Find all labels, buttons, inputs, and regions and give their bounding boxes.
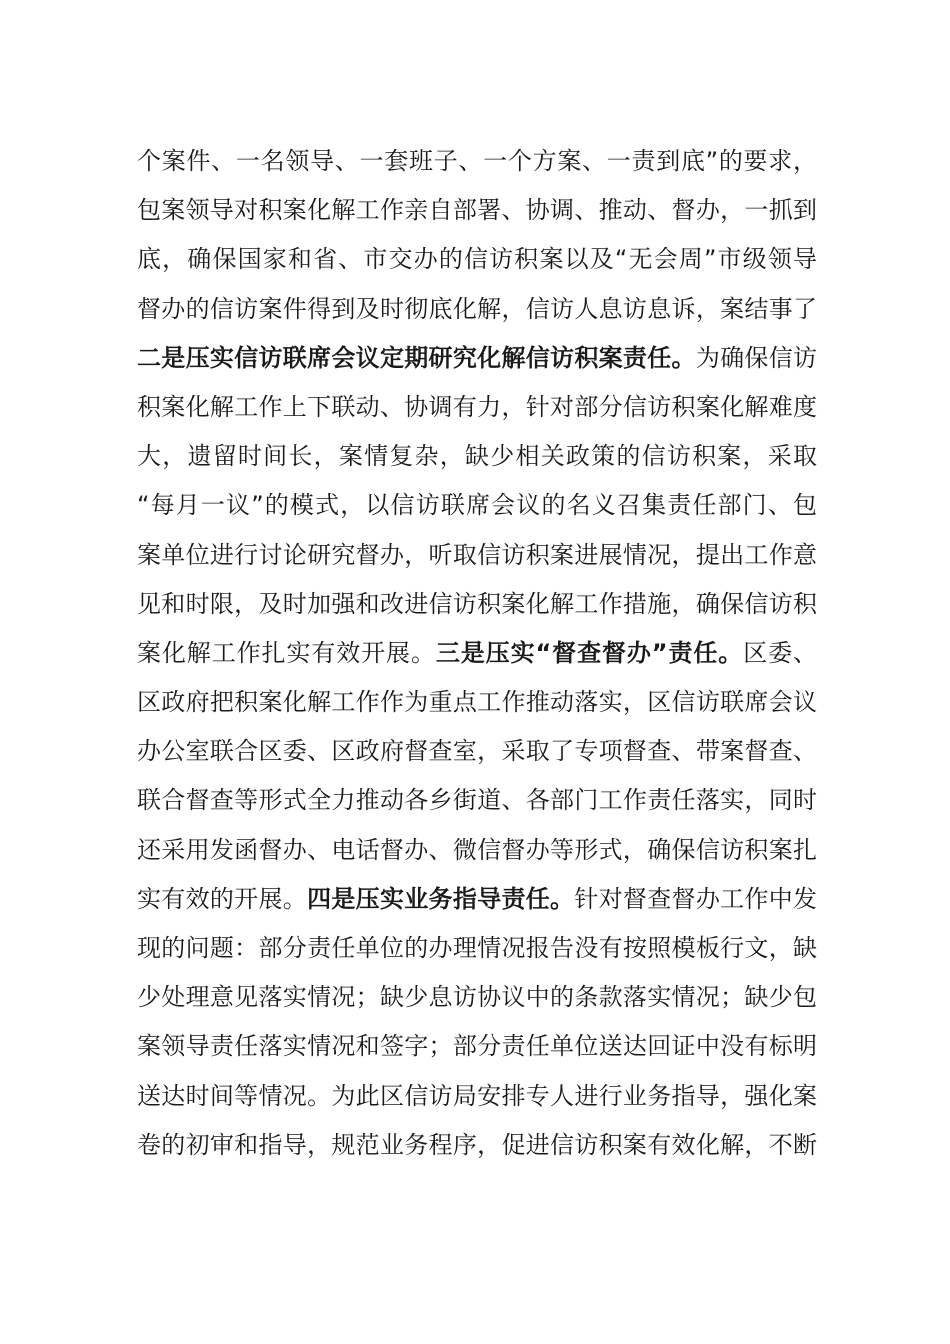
text-line (137, 875, 817, 924)
paragraph-text: 见和时限，及时加强和改进信访积案化解工作措施，确保信访积 (137, 589, 817, 618)
paragraph-text: 办公室联合区委、区政府督查室，采取了专项督查、带案督查、 (137, 737, 817, 766)
text-line (137, 776, 817, 825)
text-line (137, 531, 817, 580)
text-line (137, 973, 817, 1022)
paragraph-text: 区委、 (743, 638, 818, 667)
text-line (137, 1121, 817, 1170)
paragraph-text: 底，确保国家和省、市交办的信访积案以及“无会周”市级领导 (137, 245, 817, 274)
text-line (137, 1072, 817, 1121)
paragraph-text: 案单位进行讨论研究督办，听取信访积案进展情况，提出工作意 (137, 540, 817, 569)
text-line (137, 580, 817, 629)
paragraph-text: 送达时间等情况。为此区信访局安排专人进行业务指导，强化案 (137, 1081, 817, 1110)
text-line (137, 186, 817, 235)
paragraph-text: 少处理意见落实情况；缺少息访协议中的条款落实情况；缺少包 (137, 983, 817, 1012)
bold-heading-text: 三是压实“督查督办”责任。 (435, 638, 744, 667)
text-line (137, 285, 817, 334)
paragraph-text: 包案领导对积案化解工作亲自部署、协调、推动、督办，一抓到 (137, 196, 817, 225)
paragraph-text: 督办的信访案件得到及时彻底化解，信访人息访息诉，案结事了 (137, 294, 817, 323)
text-line (137, 629, 817, 678)
text-line (137, 481, 817, 530)
paragraph-text: 还采用发函督办、电话督办、微信督办等形式，确保信访积案扎 (137, 835, 817, 864)
body-text (137, 137, 817, 1170)
text-line (137, 334, 817, 383)
text-line (137, 137, 817, 186)
paragraph-text: 实有效的开展。 (137, 884, 308, 913)
text-line (137, 1022, 817, 1071)
paragraph-text: 积案化解工作上下联动、协调有力，针对部分信访积案化解难度 (137, 392, 817, 421)
paragraph-text: 联合督查等形式全力推动各乡街道、各部门工作责任落实，同时 (137, 786, 817, 815)
paragraph-text: 案化解工作扎实有效开展。 (137, 638, 436, 667)
text-line (137, 826, 817, 875)
paragraph-text: “每月一议”的模式，以信访联席会议的名义召集责任部门、包 (137, 491, 817, 520)
paragraph-text: 现的问题：部分责任单位的办理情况报告没有按照模板行文，缺 (137, 934, 817, 962)
text-line (137, 727, 817, 776)
bold-heading-text: 二是压实信访联席会议定期研究化解信访积案责任。 (137, 343, 696, 372)
text-line (137, 432, 817, 481)
paragraph-text: 卷的初审和指导，规范业务程序，促进信访积案有效化解，不断 (137, 1130, 817, 1159)
paragraph-text: 大，遗留时间长，案情复杂，缺少相关政策的信访积案，采取 (137, 442, 817, 471)
text-line (137, 235, 817, 284)
text-line (137, 924, 817, 973)
text-line (137, 383, 817, 432)
text-line (137, 678, 817, 727)
paragraph-text: 个案件、一名领导、一套班子、一个方案、一责到底”的要求， (137, 147, 817, 175)
bold-heading-text: 四是压实业务指导责任。 (307, 884, 575, 913)
paragraph-text: 针对督查督办工作中发 (574, 884, 818, 913)
paragraph-text: 为确保信访 (695, 343, 818, 372)
paragraph-text: 区政府把积案化解工作作为重点工作推动落实，区信访联席会议 (137, 688, 817, 717)
paragraph-text: 案领导责任落实情况和签字；部分责任单位送达回证中没有标明 (137, 1032, 817, 1061)
